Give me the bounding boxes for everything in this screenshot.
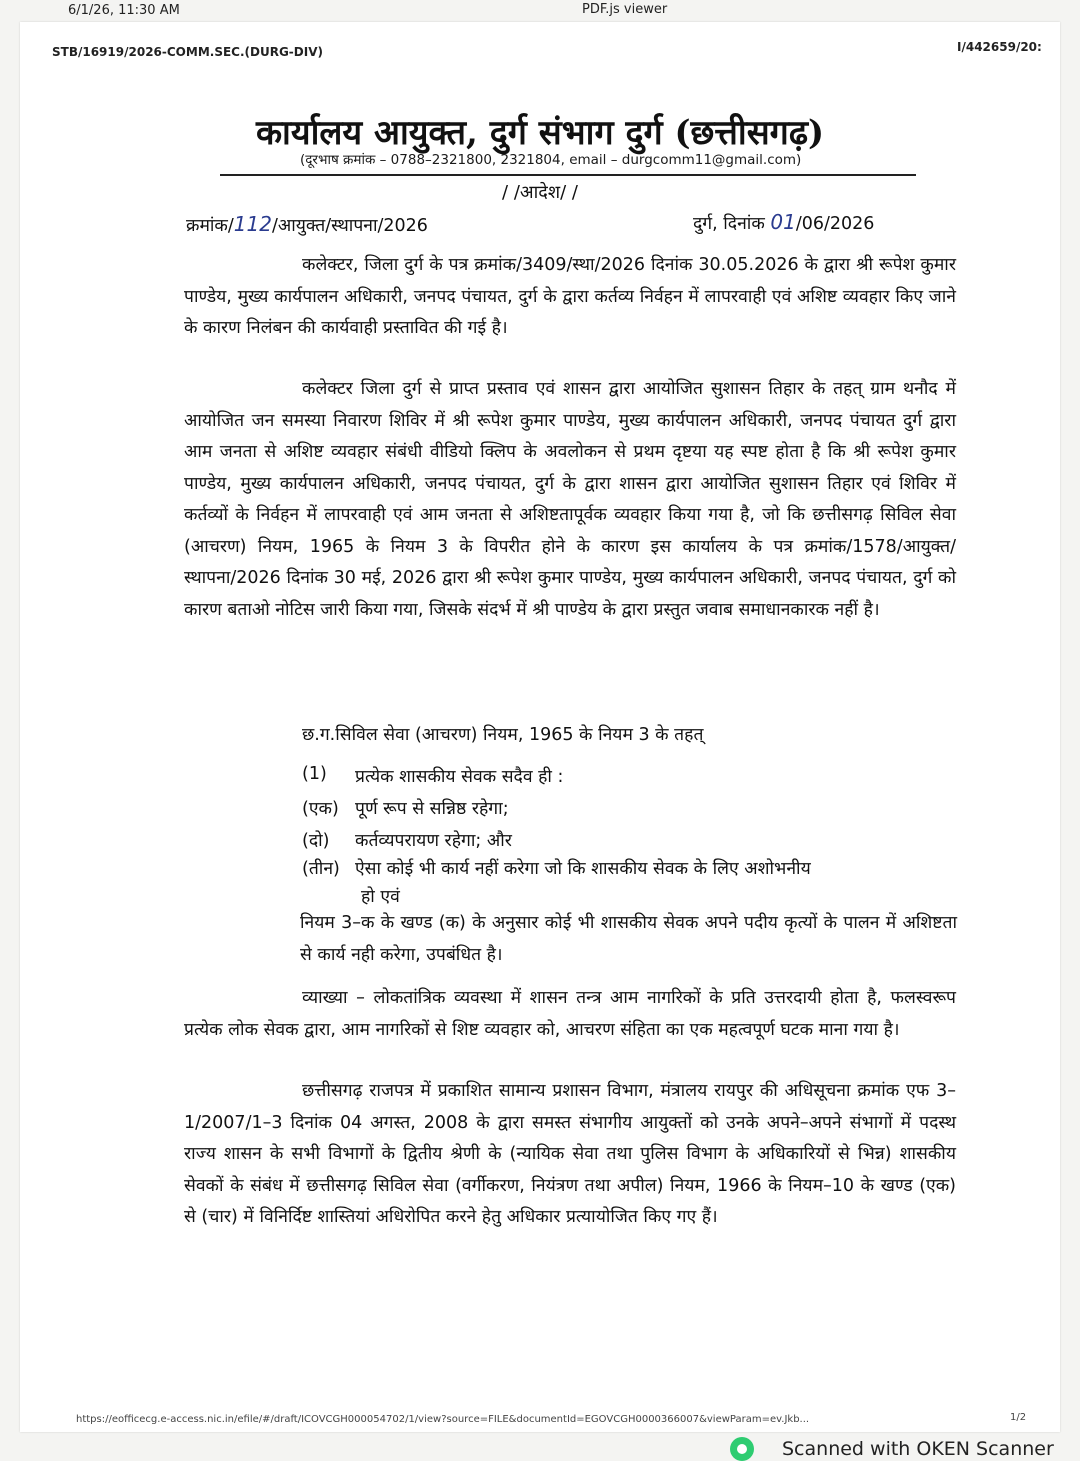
paragraph-explanation: व्याख्या – लोकतांत्रिक व्यवस्था में शासन तन्त्र आम नागरिकों के प्रति उत्तरदायी होता है, फलस्वरूप प्रत्येक लोक सेवक द्वारा, आम नागरिकों से शिष्ट व्यवहार को, आचरण संहिता का एक महत्वपूर्ण घटक माना गया है। <box>184 988 956 1040</box>
rule-item-text: कर्तव्यपरायण रहेगा; और <box>355 831 512 851</box>
order-date-prefix: दुर्ग, दिनांक <box>693 214 765 234</box>
footer-page-number: 1/2 <box>1010 1412 1027 1423</box>
header-rule <box>220 174 916 176</box>
rule-intro: छ.ग.सिविल सेवा (आचरण) नियम, 1965 के नियम 3 के तहत् <box>302 725 704 745</box>
order-number-prefix: क्रमांक/ <box>186 216 234 236</box>
rule-item-number: (1) <box>302 764 327 784</box>
order-number-handwritten: 112 <box>233 212 272 236</box>
rule-item-text: पूर्ण रूप से सन्निष्ठ रहेगा; <box>355 799 509 819</box>
paragraph-notification: छत्तीसगढ़ राजपत्र में प्रकाशित सामान्य प्रशासन विभाग, मंत्रालय रायपुर की अधिसूचना क्रमांक एफ 3–1/2007/1–3 दिनांक 04 अगस्त, 2008 के द्वारा समस्त संभागीय आयुक्तों को उनके अपने–अपने संभागों में पदस्थ राज्य शासन के सभी विभागों के द्वितीय श्रेणी के (न्यायिक सेवा तथा पुलिस विभाग के अधिकारियों से भिन्न) शासकीय सेवकों के संबंध में छत्तीसगढ़ सिविल सेवा (वर्गीकरण, नियंत्रण तथा अपील) नियम, 1966 के नियम–10 के खण्ड (एक) से (चार) में विनिर्दिष्ट शास्तियां अधिरोपित करने हेतु अधिकार प्रत्यायोजित किए गए हैं। <box>184 1081 956 1227</box>
order-number-suffix: /आयुक्त/स्थापना/2026 <box>271 216 428 236</box>
scanner-logo-icon <box>730 1437 754 1461</box>
order-date <box>693 210 874 235</box>
file-reference-left: STB/16919/2026-COMM.SEC.(DURG-DIV) <box>52 45 323 59</box>
rule-item-text-continued: हो एवं <box>361 887 400 907</box>
order-date-suffix: /06/2026 <box>795 214 875 234</box>
rule-item-number: (एक) <box>302 799 339 819</box>
contact-line: (दूरभाष क्रमांक – 0788–2321800, 2321804, email – durgcomm11@gmail.com) <box>300 152 802 168</box>
order-heading: / /आदेश/ / <box>502 182 578 203</box>
file-reference-right: I/442659/20: <box>957 40 1042 54</box>
rule-item-text: प्रत्येक शासकीय सेवक सदैव ही : <box>355 767 564 787</box>
office-title: कार्यालय आयुक्त, दुर्ग संभाग दुर्ग (छत्तीसगढ़) <box>255 113 825 153</box>
order-date-handwritten: 01 <box>770 210 796 234</box>
rule-3a-note: नियम 3–क के खण्ड (क) के अनुसार कोई भी शासकीय सेवक अपने पदीय कृत्यों के पालन में अशिष्टता से कार्य नही करेगा, उपबंधित है। <box>300 913 957 965</box>
paragraph-findings: कलेक्टर जिला दुर्ग से प्राप्त प्रस्ताव एवं शासन द्वारा आयोजित सुशासन तिहार के तहत् ग्राम थनौद में आयोजित जन समस्या निवारण शिविर में श्री रूपेश कुमार पाण्डेय, मुख्य कार्यपालन अधिकारी, जनपद पंचायत दुर्ग द्वारा आम जनता से अशिष्ट व्यवहार संबंधी वीडियो क्लिप के अवलोकन से प्रथम दृष्टया यह स्पष्ट होता है कि श्री रूपेश कुमार पाण्डेय, मुख्य कार्यपालन अधिकारी, जनपद पंचायत, दुर्ग के द्वारा शासन द्वारा आयोजित सुशासन तिहार एवं शिविर में कर्तव्यों के निर्वहन में लापरवाही एवं आम जनता से अशिष्टतापूर्वक व्यवहार किया गया है, जो कि छत्तीसगढ़ सिविल सेवा (आचरण) नियम, 1965 के नियम 3 के विपरीत होने के कारण इस कार्यालय के पत्र क्रमांक/1578/आयुक्त/स्थापना/2026 दिनांक 30 मई, 2026 द्वारा श्री रूपेश कुमार पाण्डेय, मुख्य कार्यपालन अधिकारी, जनपद पंचायत, दुर्ग को कारण बताओ नोटिस जारी किया गया, जिसके संदर्भ में श्री पाण्डेय के द्वारा प्रस्तुत जवाब समाधानकारक नहीं है। <box>184 379 956 620</box>
order-number <box>186 212 428 237</box>
rule-item-number: (तीन) <box>302 859 340 879</box>
rule-item-number: (दो) <box>302 831 330 851</box>
rule-item-text: ऐसा कोई भी कार्य नहीं करेगा जो कि शासकीय सेवक के लिए अशोभनीय <box>355 859 811 879</box>
paragraph-proposal: कलेक्टर, जिला दुर्ग के पत्र क्रमांक/3409/स्था/2026 दिनांक 30.05.2026 के द्वारा श्री रूपेश कुमार पाण्डेय, मुख्य कार्यपालन अधिकारी, जनपद पंचायत, दुर्ग के द्वारा कर्तव्य निर्वहन में लापरवाही एवं अशिष्ट व्यवहार किए जाने के कारण निलंबन की कार्यवाही प्रस्तावित की गई है। <box>184 255 956 338</box>
scanner-watermark: Scanned with OKEN Scanner <box>782 1438 1054 1460</box>
footer-url: https://eofficecg.e-access.nic.in/efile/#/draft/ICOVCGH000054702/1/view?source=FILE&documentId=EGOVCGH0000366007&viewParam=ev.Jkb... <box>76 1414 810 1425</box>
print-datetime: 6/1/26, 11:30 AM <box>68 3 180 18</box>
viewer-title: PDF.js viewer <box>582 2 668 17</box>
